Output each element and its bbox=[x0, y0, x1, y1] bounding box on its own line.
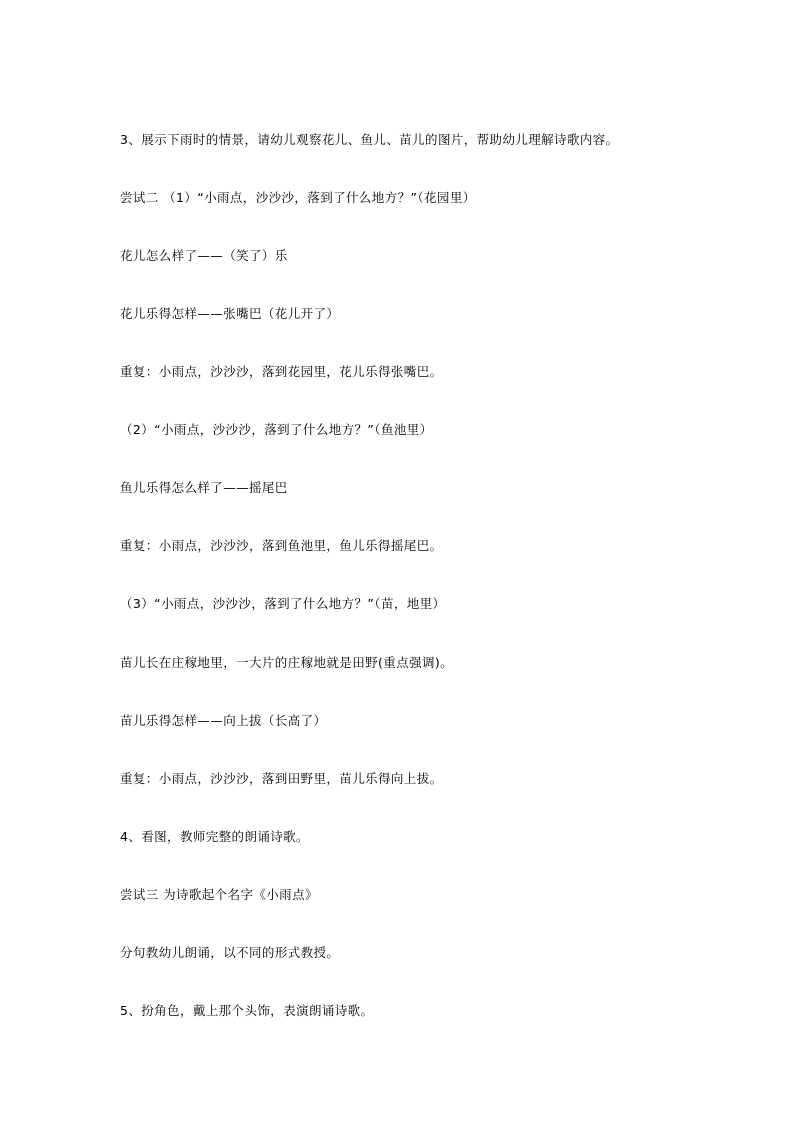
paragraph-step-4: 4、看图，教师完整的朗诵诗歌。 bbox=[120, 829, 309, 844]
paragraph-seedlings-field: 苗儿长在庄稼地里，一大片的庄稼地就是田野(重点强调)。 bbox=[120, 655, 454, 670]
paragraph-repeat-field: 重复：小雨点，沙沙沙，落到田野里，苗儿乐得向上拔。 bbox=[120, 771, 443, 786]
paragraph-attempt-3: 尝试三 为诗歌起个名字《小雨点》 bbox=[120, 887, 318, 902]
paragraph-step-5: 5、扮角色，戴上那个头饰，表演朗诵诗歌。 bbox=[120, 1003, 374, 1018]
paragraph-attempt-2-question-1: 尝试二 （1）“小雨点，沙沙沙，落到了什么地方？”（花园里） bbox=[120, 190, 476, 205]
paragraph-fish-happy: 鱼儿乐得怎么样了——摇尾巴 bbox=[120, 480, 288, 495]
paragraph-step-3: 3、展示下雨时的情景，请幼儿观察花儿、鱼儿、苗儿的图片，帮助幼儿理解诗歌内容。 bbox=[120, 132, 619, 147]
paragraph-question-2: （2）“小雨点，沙沙沙，落到了什么地方？”（鱼池里） bbox=[120, 422, 433, 437]
paragraph-flowers-happy: 花儿乐得怎样——张嘴巴（花儿开了） bbox=[120, 306, 340, 321]
paragraph-flowers-how: 花儿怎么样了——（笑了）乐 bbox=[120, 248, 288, 263]
paragraph-seedlings-happy: 苗儿乐得怎样——向上拔（长高了） bbox=[120, 713, 327, 728]
paragraph-teach-recite: 分句教幼儿朗诵，以不同的形式教授。 bbox=[120, 945, 340, 960]
paragraph-repeat-garden: 重复：小雨点，沙沙沙，落到花园里，花儿乐得张嘴巴。 bbox=[120, 364, 443, 379]
paragraph-question-3: （3）“小雨点，沙沙沙，落到了什么地方？”（苗，地里） bbox=[120, 596, 446, 611]
paragraph-repeat-pond: 重复：小雨点，沙沙沙，落到鱼池里，鱼儿乐得摇尾巴。 bbox=[120, 538, 443, 553]
